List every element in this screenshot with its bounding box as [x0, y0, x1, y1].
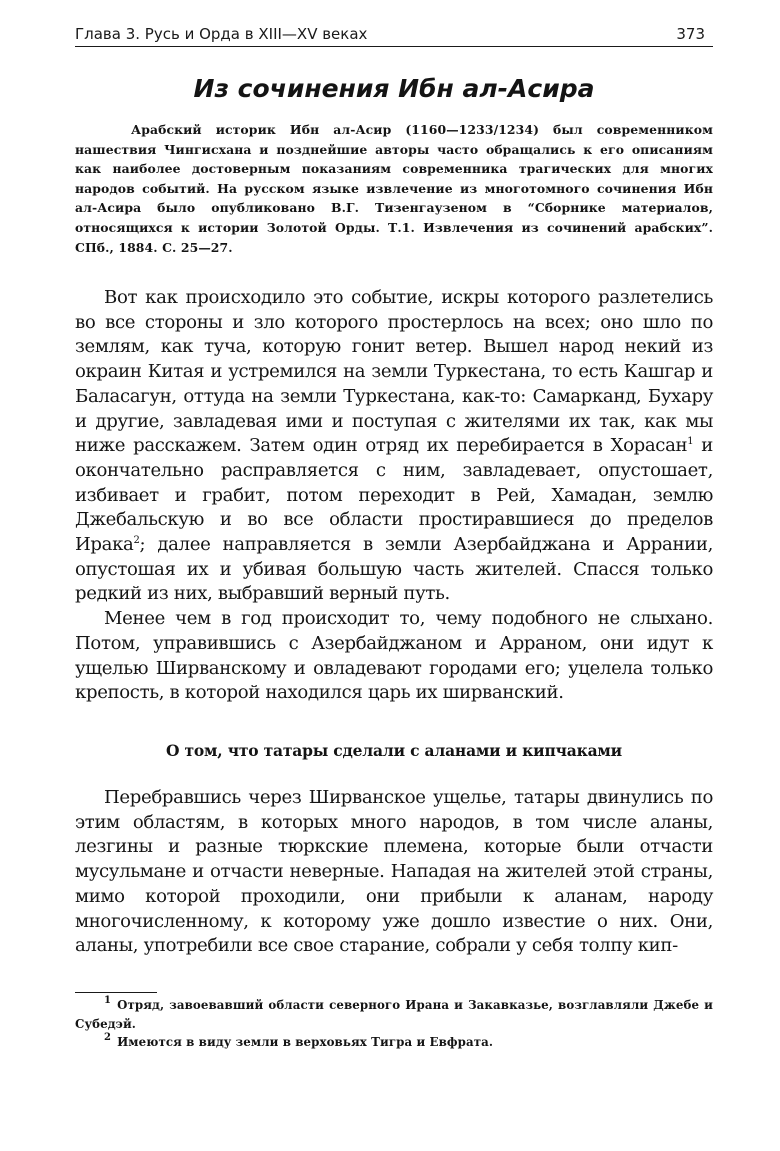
paragraph-1-part-2: и окончательно расправляется с ним, завладевает, опустошает, избивает и грабит, потом переходит в Рей, Хамадан, землю Джебальскую и во все области простиравшиеся до пределов Ирака — [75, 435, 713, 556]
page-number: 373 — [676, 25, 705, 43]
main-text — [75, 286, 713, 706]
paragraph-3: Перебравшись через Ширванское ущелье, татары двинулись по этим областям, в которых много народов, в том числе аланы, лезгины и разные тюркские племена, которые были отчасти мусульмане и отчасти неверные. Нападая на жителей этой страны, мимо которой проходили, они прибыли к аланам, народу многочисленному, к которому уже дошло известие о них. Они, аланы, употребили все свое старание, собрали у себя толпу кип- — [75, 787, 713, 957]
footnote-2 — [75, 1033, 713, 1052]
chapter-title: Глава 3. Русь и Орда в XIII—XV веках — [75, 25, 368, 43]
paragraph-2: Менее чем в год происходит то, чему подобного не слыхано. Потом, управившись с Азербайджаном и Арраном, они идут к ущелью Ширванскому и овладевают городами его; уцелела только крепость, в которой находился царь их ширванский. — [75, 608, 713, 704]
paragraph-1 — [75, 286, 713, 607]
footnote-2-mark: 2 — [104, 1032, 112, 1043]
footnote-ref-2: 2 — [133, 535, 140, 547]
footnotes — [75, 996, 713, 1052]
main-text-continued — [75, 786, 713, 959]
running-header — [75, 22, 713, 47]
footnote-1 — [75, 996, 713, 1033]
footnote-1-mark: 1 — [104, 995, 112, 1006]
footnote-2-text: Имеются в виду земли в верховьях Тигра и Евфрата. — [117, 1035, 494, 1049]
footnote-1-text: Отряд, завоевавший области северного Ирана и Закавказье, возглавляли Джебе и Субедэй. — [75, 998, 713, 1031]
footnote-divider — [75, 992, 157, 993]
subheading: О том, что татары сделали с аланами и кипчаками — [166, 741, 622, 760]
section-title: Из сочинения Ибн ал-Асира — [193, 74, 595, 103]
footnote-ref-1: 1 — [687, 436, 694, 448]
intro-paragraph: Арабский историк Ибн ал-Асир (1160—1233/1234) был современником нашествия Чингисхана и позднейшие авторы часто обращались к его описаниям как наиболее достоверным показаниям современника трагических для многих народов событий. На русском языке извлечение из многотомного сочинения Ибн ал-Асира было опубликовано В.Г. Тизенгаузеном в “Сборнике материалов, относящихся к истории Золотой Орды. Т.1. Извлечения из сочинений арабских”. СПб., 1884. С. 25—27. — [75, 122, 713, 255]
paragraph-1-part-1: Вот как происходило это событие, искры которого разлетелись во все стороны и зло которого простерлось на всех; оно шло по землям, как туча, которую гонит ветер. Вышел народ некий из окраин Китая и устремился на земли Туркестана, то есть Кашгар и Баласагун, оттуда на земли Туркестана, как-то: Самарканд, Бухару и другие, завладевая ими и поступая с жителями их так, как мы ниже расскажем. Затем один отряд их перебирается в Хорасан — [75, 287, 713, 457]
paragraph-1-part-3: ; далее направляется в земли Азербайджана и Аррании, опустошая их и убивая большую часть жителей. Спасся только редкий из них, выбравший верный путь. — [75, 534, 713, 605]
